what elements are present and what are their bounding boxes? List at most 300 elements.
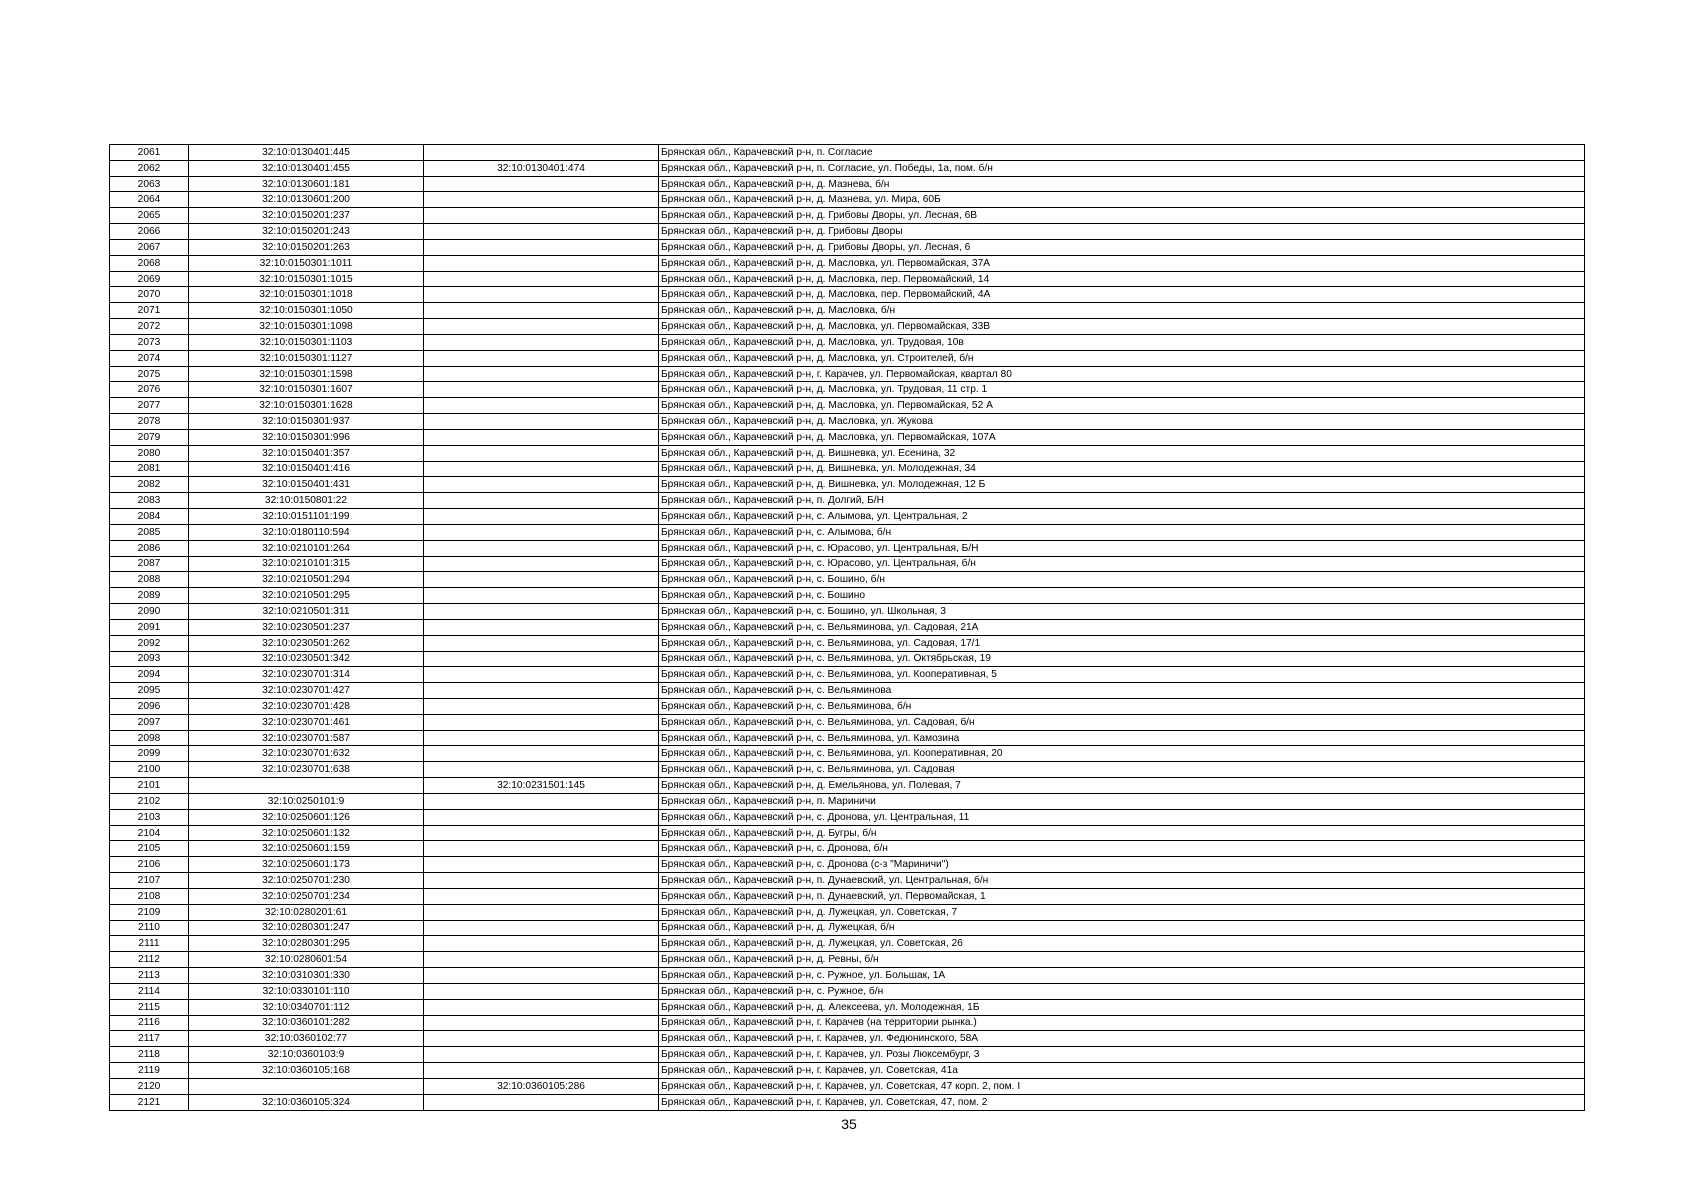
- cadastral-number-cell: 32:10:0230701:314: [189, 667, 424, 683]
- address-cell: Брянская обл., Карачевский р-н, д. Бугры, б/н: [659, 825, 1585, 841]
- address-cell: Брянская обл., Карачевский р-н, г. Карачев, ул. Розы Люксембург, 3: [659, 1047, 1585, 1063]
- address-cell: Брянская обл., Карачевский р-н, с. Бошино, ул. Школьная, 3: [659, 604, 1585, 620]
- cadastral-number-cell: 32:10:0150301:1098: [189, 319, 424, 335]
- table-row: [110, 540, 1585, 556]
- row-number-cell: 2116: [110, 1015, 189, 1031]
- cadastral-number-cell: 32:10:0150401:357: [189, 445, 424, 461]
- table-row: [110, 176, 1585, 192]
- table-row: [110, 730, 1585, 746]
- row-number-cell: 2117: [110, 1031, 189, 1047]
- related-cadastral-number-cell: [424, 873, 659, 889]
- cadastral-number-cell: 32:10:0210501:295: [189, 588, 424, 604]
- related-cadastral-number-cell: [424, 572, 659, 588]
- address-cell: Брянская обл., Карачевский р-н, с. Вельяминова, ул. Садовая: [659, 762, 1585, 778]
- table-row: [110, 224, 1585, 240]
- address-cell: Брянская обл., Карачевский р-н, п. Долгий, Б/Н: [659, 493, 1585, 509]
- related-cadastral-number-cell: [424, 635, 659, 651]
- address-cell: Брянская обл., Карачевский р-н, с. Алымова, ул. Центральная, 2: [659, 509, 1585, 525]
- row-number-cell: 2112: [110, 952, 189, 968]
- address-cell: Брянская обл., Карачевский р-н, д. Мазнева, ул. Мира, 60Б: [659, 192, 1585, 208]
- related-cadastral-number-cell: [424, 145, 659, 161]
- cadastral-number-cell: 32:10:0230701:632: [189, 746, 424, 762]
- row-number-cell: 2094: [110, 667, 189, 683]
- table-row: [110, 445, 1585, 461]
- address-cell: Брянская обл., Карачевский р-н, г. Карачев (на территории рынка.): [659, 1015, 1585, 1031]
- related-cadastral-number-cell: [424, 287, 659, 303]
- cadastral-number-cell: 32:10:0250701:234: [189, 888, 424, 904]
- address-cell: Брянская обл., Карачевский р-н, г. Карачев, ул. Федюнинского, 58А: [659, 1031, 1585, 1047]
- address-cell: Брянская обл., Карачевский р-н, с. Ружное, ул. Большак, 1А: [659, 968, 1585, 984]
- address-cell: Брянская обл., Карачевский р-н, с. Дронова, ул. Центральная, 11: [659, 809, 1585, 825]
- cadastral-number-cell: 32:10:0340701:112: [189, 999, 424, 1015]
- row-number-cell: 2093: [110, 651, 189, 667]
- address-cell: Брянская обл., Карачевский р-н, г. Карачев, ул. Советская, 41а: [659, 1063, 1585, 1079]
- related-cadastral-number-cell: [424, 477, 659, 493]
- related-cadastral-number-cell: [424, 239, 659, 255]
- related-cadastral-number-cell: [424, 793, 659, 809]
- cadastral-number-cell: 32:10:0230701:587: [189, 730, 424, 746]
- table-row: [110, 809, 1585, 825]
- address-cell: Брянская обл., Карачевский р-н, д. Вишневка, ул. Есенина, 32: [659, 445, 1585, 461]
- row-number-cell: 2088: [110, 572, 189, 588]
- row-number-cell: 2086: [110, 540, 189, 556]
- related-cadastral-number-cell: [424, 556, 659, 572]
- related-cadastral-number-cell: [424, 604, 659, 620]
- address-cell: Брянская обл., Карачевский р-н, д. Лужецкая, б/н: [659, 920, 1585, 936]
- related-cadastral-number-cell: [424, 698, 659, 714]
- related-cadastral-number-cell: [424, 509, 659, 525]
- row-number-cell: 2062: [110, 160, 189, 176]
- row-number-cell: 2066: [110, 224, 189, 240]
- cadastral-number-cell: 32:10:0130601:200: [189, 192, 424, 208]
- cadastral-number-cell: 32:10:0360101:282: [189, 1015, 424, 1031]
- row-number-cell: 2098: [110, 730, 189, 746]
- related-cadastral-number-cell: [424, 192, 659, 208]
- related-cadastral-number-cell: 32:10:0231501:145: [424, 778, 659, 794]
- table-row: [110, 572, 1585, 588]
- address-cell: Брянская обл., Карачевский р-н, д. Масловка, ул. Строителей, б/н: [659, 350, 1585, 366]
- page-number: 35: [841, 1116, 857, 1132]
- table-row: [110, 698, 1585, 714]
- row-number-cell: 2104: [110, 825, 189, 841]
- cadastral-number-cell: 32:10:0280201:61: [189, 904, 424, 920]
- row-number-cell: 2092: [110, 635, 189, 651]
- table-row: [110, 841, 1585, 857]
- address-cell: Брянская обл., Карачевский р-н, п. Дунаевский, ул. Центральная, б/н: [659, 873, 1585, 889]
- related-cadastral-number-cell: [424, 952, 659, 968]
- related-cadastral-number-cell: [424, 429, 659, 445]
- table-row: [110, 999, 1585, 1015]
- related-cadastral-number-cell: [424, 255, 659, 271]
- cadastral-number-cell: 32:10:0130601:181: [189, 176, 424, 192]
- related-cadastral-number-cell: [424, 746, 659, 762]
- cadastral-number-cell: 32:10:0150301:937: [189, 414, 424, 430]
- table-row: [110, 1047, 1585, 1063]
- address-cell: Брянская обл., Карачевский р-н, с. Вельяминова, ул. Октябрьская, 19: [659, 651, 1585, 667]
- table-row: [110, 255, 1585, 271]
- table-row: [110, 762, 1585, 778]
- row-number-cell: 2119: [110, 1063, 189, 1079]
- address-cell: Брянская обл., Карачевский р-н, п. Согласие, ул. Победы, 1а, пом. б/н: [659, 160, 1585, 176]
- table-row: [110, 382, 1585, 398]
- table-row: [110, 920, 1585, 936]
- table-row: [110, 873, 1585, 889]
- row-number-cell: 2105: [110, 841, 189, 857]
- row-number-cell: 2096: [110, 698, 189, 714]
- table-row: [110, 667, 1585, 683]
- cadastral-number-cell: 32:10:0150301:1050: [189, 303, 424, 319]
- row-number-cell: 2097: [110, 714, 189, 730]
- address-cell: Брянская обл., Карачевский р-н, д. Мазнева, б/н: [659, 176, 1585, 192]
- address-cell: Брянская обл., Карачевский р-н, д. Масловка, ул. Трудовая, 11 стр. 1: [659, 382, 1585, 398]
- row-number-cell: 2076: [110, 382, 189, 398]
- table-row: [110, 509, 1585, 525]
- table-row: [110, 271, 1585, 287]
- address-cell: Брянская обл., Карачевский р-н, д. Грибовы Дворы, ул. Лесная, 6В: [659, 208, 1585, 224]
- row-number-cell: 2068: [110, 255, 189, 271]
- row-number-cell: 2110: [110, 920, 189, 936]
- address-cell: Брянская обл., Карачевский р-н, с. Ружное, б/н: [659, 983, 1585, 999]
- register-table-body: [110, 145, 1585, 1111]
- related-cadastral-number-cell: [424, 667, 659, 683]
- row-number-cell: 2113: [110, 968, 189, 984]
- row-number-cell: 2114: [110, 983, 189, 999]
- related-cadastral-number-cell: [424, 414, 659, 430]
- row-number-cell: 2102: [110, 793, 189, 809]
- related-cadastral-number-cell: [424, 398, 659, 414]
- row-number-cell: 2091: [110, 619, 189, 635]
- table-row: [110, 1015, 1585, 1031]
- row-number-cell: 2072: [110, 319, 189, 335]
- address-cell: Брянская обл., Карачевский р-н, с. Юрасово, ул. Центральная, б/н: [659, 556, 1585, 572]
- table-row: [110, 651, 1585, 667]
- table-row: [110, 746, 1585, 762]
- table-row: [110, 334, 1585, 350]
- cadastral-number-cell: 32:10:0230501:262: [189, 635, 424, 651]
- related-cadastral-number-cell: [424, 968, 659, 984]
- cadastral-number-cell: 32:10:0250701:230: [189, 873, 424, 889]
- address-cell: Брянская обл., Карачевский р-н, д. Масловка, ул. Первомайская, 33В: [659, 319, 1585, 335]
- address-cell: Брянская обл., Карачевский р-н, д. Масловка, ул. Трудовая, 10в: [659, 334, 1585, 350]
- address-cell: Брянская обл., Карачевский р-н, с. Бошино: [659, 588, 1585, 604]
- cadastral-number-cell: 32:10:0250601:132: [189, 825, 424, 841]
- related-cadastral-number-cell: [424, 983, 659, 999]
- related-cadastral-number-cell: [424, 999, 659, 1015]
- row-number-cell: 2073: [110, 334, 189, 350]
- table-row: [110, 524, 1585, 540]
- table-row: [110, 604, 1585, 620]
- related-cadastral-number-cell: [424, 588, 659, 604]
- related-cadastral-number-cell: [424, 809, 659, 825]
- row-number-cell: 2115: [110, 999, 189, 1015]
- address-cell: Брянская обл., Карачевский р-н, д. Масловка, ул. Первомайская, 107А: [659, 429, 1585, 445]
- related-cadastral-number-cell: [424, 920, 659, 936]
- table-row: [110, 936, 1585, 952]
- cadastral-number-cell: 32:10:0280601:54: [189, 952, 424, 968]
- related-cadastral-number-cell: [424, 319, 659, 335]
- address-cell: Брянская обл., Карачевский р-н, д. Алексеева, ул. Молодежная, 1Б: [659, 999, 1585, 1015]
- related-cadastral-number-cell: [424, 904, 659, 920]
- address-cell: Брянская обл., Карачевский р-н, с. Вельяминова: [659, 683, 1585, 699]
- address-cell: Брянская обл., Карачевский р-н, г. Карачев, ул. Первомайская, квартал 80: [659, 366, 1585, 382]
- address-cell: Брянская обл., Карачевский р-н, г. Карачев, ул. Советская, 47, пом. 2: [659, 1094, 1585, 1110]
- address-cell: Брянская обл., Карачевский р-н, с. Вельяминова, ул. Кооперативная, 5: [659, 667, 1585, 683]
- cadastral-number-cell: 32:10:0360103:9: [189, 1047, 424, 1063]
- address-cell: Брянская обл., Карачевский р-н, д. Лужецкая, ул. Советская, 7: [659, 904, 1585, 920]
- cadastral-number-cell: 32:10:0150301:996: [189, 429, 424, 445]
- address-cell: Брянская обл., Карачевский р-н, г. Карачев, ул. Советская, 47 корп. 2, пом. I: [659, 1078, 1585, 1094]
- cadastral-number-cell: 32:10:0230701:427: [189, 683, 424, 699]
- cadastral-number-cell: 32:10:0130401:455: [189, 160, 424, 176]
- table-row: [110, 683, 1585, 699]
- row-number-cell: 2079: [110, 429, 189, 445]
- cadastral-number-cell: 32:10:0230701:461: [189, 714, 424, 730]
- row-number-cell: 2099: [110, 746, 189, 762]
- related-cadastral-number-cell: 32:10:0130401:474: [424, 160, 659, 176]
- row-number-cell: 2061: [110, 145, 189, 161]
- cadastral-number-cell: 32:10:0150401:416: [189, 461, 424, 477]
- address-cell: Брянская обл., Карачевский р-н, с. Вельяминова, ул. Садовая, б/н: [659, 714, 1585, 730]
- cadastral-number-cell: 32:10:0150201:263: [189, 239, 424, 255]
- table-row: [110, 1094, 1585, 1110]
- row-number-cell: 2074: [110, 350, 189, 366]
- cadastral-number-cell: 32:10:0130401:445: [189, 145, 424, 161]
- address-cell: Брянская обл., Карачевский р-н, д. Ревны, б/н: [659, 952, 1585, 968]
- property-register-table: [109, 144, 1585, 1111]
- related-cadastral-number-cell: [424, 936, 659, 952]
- cadastral-number-cell: 32:10:0150801:22: [189, 493, 424, 509]
- cadastral-number-cell: 32:10:0250101:9: [189, 793, 424, 809]
- row-number-cell: 2107: [110, 873, 189, 889]
- row-number-cell: 2111: [110, 936, 189, 952]
- cadastral-number-cell: 32:10:0230501:237: [189, 619, 424, 635]
- related-cadastral-number-cell: [424, 382, 659, 398]
- table-row: [110, 825, 1585, 841]
- related-cadastral-number-cell: [424, 445, 659, 461]
- table-row: [110, 303, 1585, 319]
- address-cell: Брянская обл., Карачевский р-н, с. Вельяминова, ул. Кооперативная, 20: [659, 746, 1585, 762]
- address-cell: Брянская обл., Карачевский р-н, д. Масловка, ул. Первомайская, 37А: [659, 255, 1585, 271]
- row-number-cell: 2070: [110, 287, 189, 303]
- related-cadastral-number-cell: [424, 1015, 659, 1031]
- cadastral-number-cell: 32:10:0360102:77: [189, 1031, 424, 1047]
- row-number-cell: 2075: [110, 366, 189, 382]
- table-row: [110, 1063, 1585, 1079]
- cadastral-number-cell: 32:10:0150301:1628: [189, 398, 424, 414]
- address-cell: Брянская обл., Карачевский р-н, д. Масловка, пер. Первомайский, 14: [659, 271, 1585, 287]
- address-cell: Брянская обл., Карачевский р-н, д. Масловка, ул. Жукова: [659, 414, 1585, 430]
- table-row: [110, 319, 1585, 335]
- related-cadastral-number-cell: [424, 334, 659, 350]
- cadastral-number-cell: 32:10:0330101:110: [189, 983, 424, 999]
- cadastral-number-cell: 32:10:0230701:638: [189, 762, 424, 778]
- row-number-cell: 2069: [110, 271, 189, 287]
- row-number-cell: 2065: [110, 208, 189, 224]
- related-cadastral-number-cell: [424, 1094, 659, 1110]
- table-row: [110, 145, 1585, 161]
- row-number-cell: 2089: [110, 588, 189, 604]
- related-cadastral-number-cell: [424, 888, 659, 904]
- related-cadastral-number-cell: [424, 208, 659, 224]
- address-cell: Брянская обл., Карачевский р-н, с. Дронова (с-з "Мариничи"): [659, 857, 1585, 873]
- table-row: [110, 888, 1585, 904]
- related-cadastral-number-cell: [424, 619, 659, 635]
- related-cadastral-number-cell: 32:10:0360105:286: [424, 1078, 659, 1094]
- row-number-cell: 2101: [110, 778, 189, 794]
- address-cell: Брянская обл., Карачевский р-н, п. Дунаевский, ул. Первомайская, 1: [659, 888, 1585, 904]
- table-row: [110, 904, 1585, 920]
- row-number-cell: 2090: [110, 604, 189, 620]
- table-row: [110, 714, 1585, 730]
- address-cell: Брянская обл., Карачевский р-н, с. Вельяминова, ул. Камозина: [659, 730, 1585, 746]
- table-row: [110, 192, 1585, 208]
- row-number-cell: 2103: [110, 809, 189, 825]
- row-number-cell: 2064: [110, 192, 189, 208]
- address-cell: Брянская обл., Карачевский р-н, п. Мариничи: [659, 793, 1585, 809]
- table-row: [110, 556, 1585, 572]
- table-row: [110, 398, 1585, 414]
- cadastral-number-cell: 32:10:0310301:330: [189, 968, 424, 984]
- cadastral-number-cell: 32:10:0210501:294: [189, 572, 424, 588]
- address-cell: Брянская обл., Карачевский р-н, д. Лужецкая, ул. Советская, 26: [659, 936, 1585, 952]
- cadastral-number-cell: 32:10:0150201:243: [189, 224, 424, 240]
- related-cadastral-number-cell: [424, 461, 659, 477]
- table-row: [110, 635, 1585, 651]
- row-number-cell: 2108: [110, 888, 189, 904]
- related-cadastral-number-cell: [424, 493, 659, 509]
- cadastral-number-cell: 32:10:0210101:264: [189, 540, 424, 556]
- cadastral-number-cell: 32:10:0280301:295: [189, 936, 424, 952]
- address-cell: Брянская обл., Карачевский р-н, д. Емельянова, ул. Полевая, 7: [659, 778, 1585, 794]
- cadastral-number-cell: 32:10:0150301:1607: [189, 382, 424, 398]
- related-cadastral-number-cell: [424, 366, 659, 382]
- address-cell: Брянская обл., Карачевский р-н, с. Вельяминова, б/н: [659, 698, 1585, 714]
- table-row: [110, 461, 1585, 477]
- related-cadastral-number-cell: [424, 1031, 659, 1047]
- related-cadastral-number-cell: [424, 841, 659, 857]
- related-cadastral-number-cell: [424, 857, 659, 873]
- related-cadastral-number-cell: [424, 303, 659, 319]
- related-cadastral-number-cell: [424, 176, 659, 192]
- table-row: [110, 350, 1585, 366]
- cadastral-number-cell: 32:10:0151101:199: [189, 509, 424, 525]
- cadastral-number-cell: 32:10:0360105:168: [189, 1063, 424, 1079]
- cadastral-number-cell: 32:10:0250601:173: [189, 857, 424, 873]
- cadastral-number-cell: [189, 1078, 424, 1094]
- cadastral-number-cell: 32:10:0360105:324: [189, 1094, 424, 1110]
- address-cell: Брянская обл., Карачевский р-н, с. Алымова, б/н: [659, 524, 1585, 540]
- row-number-cell: 2082: [110, 477, 189, 493]
- related-cadastral-number-cell: [424, 350, 659, 366]
- address-cell: Брянская обл., Карачевский р-н, с. Вельяминова, ул. Садовая, 17/1: [659, 635, 1585, 651]
- table-row: [110, 983, 1585, 999]
- row-number-cell: 2100: [110, 762, 189, 778]
- row-number-cell: 2085: [110, 524, 189, 540]
- cadastral-number-cell: 32:10:0150301:1018: [189, 287, 424, 303]
- related-cadastral-number-cell: [424, 825, 659, 841]
- cadastral-number-cell: 32:10:0150201:237: [189, 208, 424, 224]
- cadastral-number-cell: 32:10:0210101:315: [189, 556, 424, 572]
- table-row: [110, 429, 1585, 445]
- cadastral-number-cell: 32:10:0230701:428: [189, 698, 424, 714]
- address-cell: Брянская обл., Карачевский р-н, д. Масловка, б/н: [659, 303, 1585, 319]
- address-cell: Брянская обл., Карачевский р-н, с. Юрасово, ул. Центральная, Б/Н: [659, 540, 1585, 556]
- related-cadastral-number-cell: [424, 683, 659, 699]
- cadastral-number-cell: 32:10:0250601:126: [189, 809, 424, 825]
- cadastral-number-cell: 32:10:0150301:1011: [189, 255, 424, 271]
- row-number-cell: 2106: [110, 857, 189, 873]
- table-row: [110, 287, 1585, 303]
- cadastral-number-cell: 32:10:0210501:311: [189, 604, 424, 620]
- cadastral-number-cell: 32:10:0230501:342: [189, 651, 424, 667]
- address-cell: Брянская обл., Карачевский р-н, д. Грибовы Дворы, ул. Лесная, 6: [659, 239, 1585, 255]
- table-row: [110, 414, 1585, 430]
- row-number-cell: 2118: [110, 1047, 189, 1063]
- related-cadastral-number-cell: [424, 224, 659, 240]
- table-row: [110, 952, 1585, 968]
- row-number-cell: 2095: [110, 683, 189, 699]
- cadastral-number-cell: 32:10:0150301:1103: [189, 334, 424, 350]
- address-cell: Брянская обл., Карачевский р-н, д. Вишневка, ул. Молодежная, 34: [659, 461, 1585, 477]
- table-row: [110, 208, 1585, 224]
- address-cell: Брянская обл., Карачевский р-н, п. Согласие: [659, 145, 1585, 161]
- address-cell: Брянская обл., Карачевский р-н, д. Масловка, ул. Первомайская, 52 А: [659, 398, 1585, 414]
- table-row: [110, 1031, 1585, 1047]
- related-cadastral-number-cell: [424, 651, 659, 667]
- address-cell: Брянская обл., Карачевский р-н, д. Масловка, пер. Первомайский, 4А: [659, 287, 1585, 303]
- cadastral-number-cell: 32:10:0150301:1015: [189, 271, 424, 287]
- related-cadastral-number-cell: [424, 730, 659, 746]
- row-number-cell: 2109: [110, 904, 189, 920]
- related-cadastral-number-cell: [424, 524, 659, 540]
- row-number-cell: 2077: [110, 398, 189, 414]
- cadastral-number-cell: [189, 778, 424, 794]
- row-number-cell: 2083: [110, 493, 189, 509]
- address-cell: Брянская обл., Карачевский р-н, д. Вишневка, ул. Молодежная, 12 Б: [659, 477, 1585, 493]
- row-number-cell: 2071: [110, 303, 189, 319]
- cadastral-number-cell: 32:10:0280301:247: [189, 920, 424, 936]
- row-number-cell: 2063: [110, 176, 189, 192]
- table-row: [110, 857, 1585, 873]
- row-number-cell: 2121: [110, 1094, 189, 1110]
- related-cadastral-number-cell: [424, 540, 659, 556]
- table-row: [110, 366, 1585, 382]
- table-row: [110, 477, 1585, 493]
- row-number-cell: 2120: [110, 1078, 189, 1094]
- row-number-cell: 2080: [110, 445, 189, 461]
- row-number-cell: 2084: [110, 509, 189, 525]
- address-cell: Брянская обл., Карачевский р-н, д. Грибовы Дворы: [659, 224, 1585, 240]
- related-cadastral-number-cell: [424, 762, 659, 778]
- row-number-cell: 2067: [110, 239, 189, 255]
- address-cell: Брянская обл., Карачевский р-н, с. Вельяминова, ул. Садовая, 21А: [659, 619, 1585, 635]
- related-cadastral-number-cell: [424, 1063, 659, 1079]
- row-number-cell: 2087: [110, 556, 189, 572]
- related-cadastral-number-cell: [424, 1047, 659, 1063]
- row-number-cell: 2081: [110, 461, 189, 477]
- cadastral-number-cell: 32:10:0250601:159: [189, 841, 424, 857]
- table-row: [110, 239, 1585, 255]
- cadastral-number-cell: 32:10:0180110:594: [189, 524, 424, 540]
- cadastral-number-cell: 32:10:0150301:1127: [189, 350, 424, 366]
- table-row: [110, 619, 1585, 635]
- cadastral-number-cell: 32:10:0150301:1598: [189, 366, 424, 382]
- table-row: [110, 968, 1585, 984]
- table-row: [110, 793, 1585, 809]
- row-number-cell: 2078: [110, 414, 189, 430]
- table-row: [110, 1078, 1585, 1094]
- address-cell: Брянская обл., Карачевский р-н, с. Дронова, б/н: [659, 841, 1585, 857]
